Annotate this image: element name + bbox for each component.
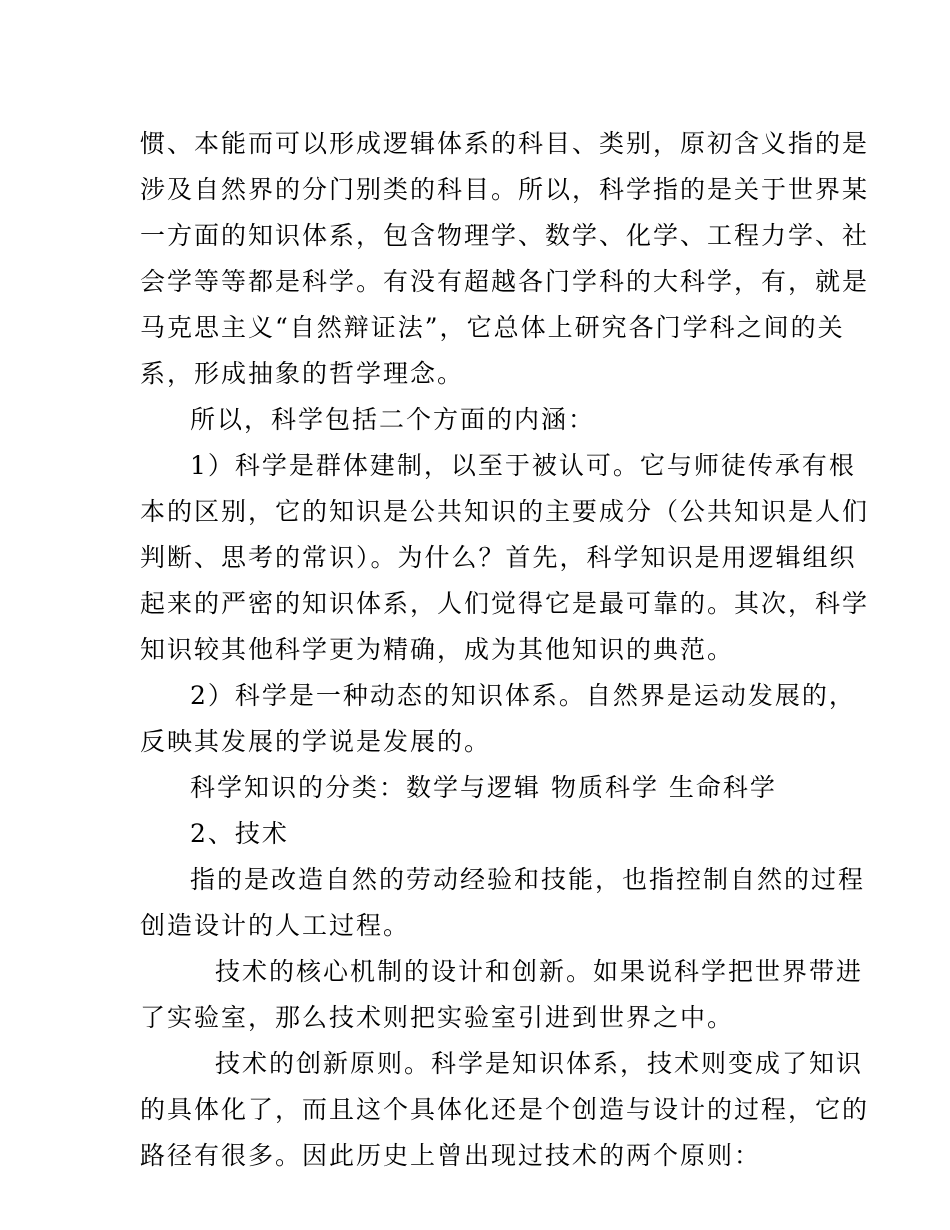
- text-line: 惯、本能而可以形成逻辑体系的科目、类别，原初含义指的是: [140, 129, 870, 158]
- text-line: 技术的创新原则。科学是知识体系，技术则变成了知识: [215, 1049, 864, 1078]
- text-line: 一方面的知识体系，包含物理学、数学、化学、工程力学、社: [140, 221, 870, 250]
- text-line: 马克思主义“自然辩证法”，它总体上研究各门学科之间的关: [140, 313, 845, 342]
- text-line: 反映其发展的学说是发展的。: [140, 727, 492, 756]
- text-line: 系，形成抽象的哲学理念。: [140, 359, 465, 388]
- text-line: 的具体化了，而且这个具体化还是个创造与设计的过程，它的: [140, 1095, 870, 1124]
- text-line: 1）科学是群体建制，以至于被认可。它与师徒传承有根: [190, 451, 856, 480]
- text-line: 指的是改造自然的劳动经验和技能，也指控制自然的过程: [190, 865, 866, 894]
- text-line: 本的区别，它的知识是公共知识的主要成分（公共知识是人们: [140, 497, 870, 526]
- text-line: 所以，科学包括二个方面的内涵：: [190, 405, 596, 434]
- text-line: 科学知识的分类：数学与逻辑 物质科学 生命科学: [190, 773, 777, 802]
- text-line: 2）科学是一种动态的知识体系。自然界是运动发展的，: [190, 681, 856, 710]
- text-line: 技术的核心机制的设计和创新。如果说科学把世界带进: [215, 957, 864, 986]
- text-line: 知识较其他科学更为精确，成为其他知识的典范。: [140, 635, 735, 664]
- text-line: 涉及自然界的分门别类的科目。所以，科学指的是关于世界某: [140, 175, 870, 204]
- text-line: 路径有很多。因此历史上曾出现过技术的两个原则：: [140, 1141, 762, 1170]
- text-line: 判断、思考的常识）。为什么？首先，科学知识是用逻辑组织: [140, 543, 857, 572]
- text-line: 会学等等都是科学。有没有超越各门学科的大科学，有，就是: [140, 267, 870, 296]
- text-line: 了实验室，那么技术则把实验室引进到世界之中。: [140, 1003, 735, 1032]
- text-line: 创造设计的人工过程。: [140, 911, 411, 940]
- text-line: 起来的严密的知识体系，人们觉得它是最可靠的。其次，科学: [140, 589, 870, 618]
- section-heading: 2、技术: [190, 819, 289, 848]
